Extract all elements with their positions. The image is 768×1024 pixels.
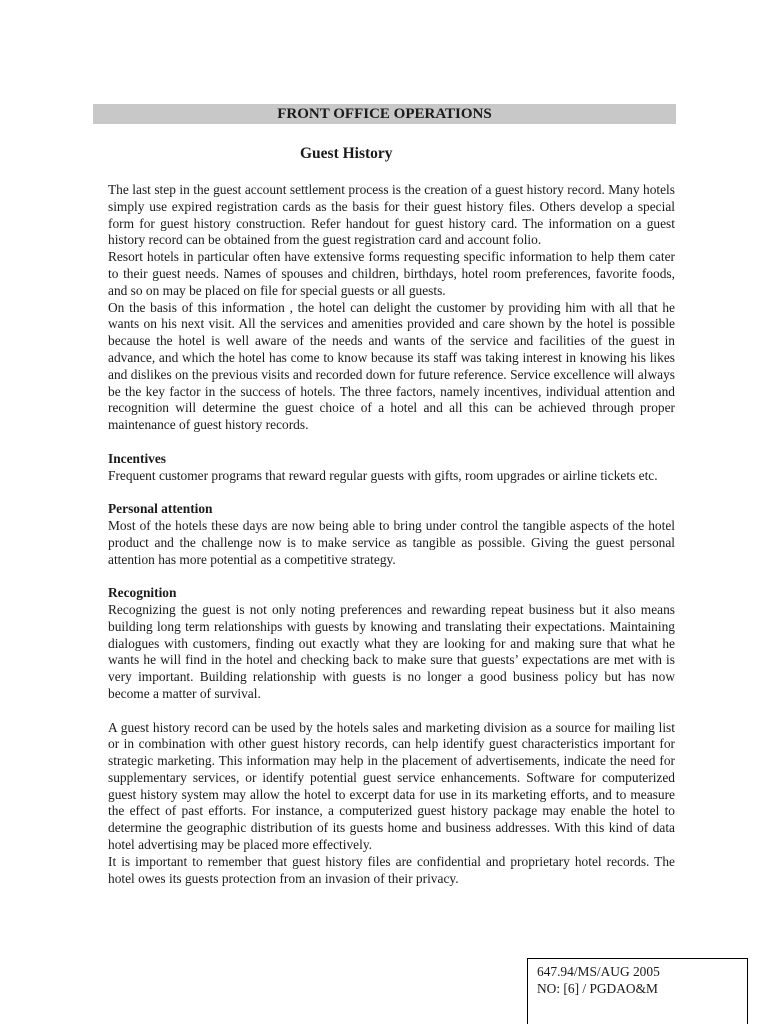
closing-paragraph: It is important to remember that guest history files are confidential and proprietary hotel records. The hotel owes its guests protection from an invasion of their privacy.: [108, 853, 675, 886]
intro-paragraph: On the basis of this information , the hotel can delight the customer by providing him with all that he wants on his next visit. All the services and amenities provided and care shown by the hotel is possible because the hotel is well aware of the needs and wants of the service and facilities of the guest in advance, and which the hotel has come to know because its staff was taking interest in knowing his likes and dislikes on the previous visits and recorded down for future reference. Service excellence will always be the key factor in the success of hotels. The three factors, namely incentives, individual attention and recognition will determine the guest choice of a hotel and all this can be achieved through proper maintenance of guest history records.: [108, 299, 675, 433]
paragraph-spacer: [108, 434, 675, 451]
incentives-heading: Incentives: [108, 450, 167, 466]
reference-box: [527, 958, 748, 1024]
document-body: [108, 182, 675, 887]
document-header-bar: [93, 104, 676, 124]
closing-paragraph: A guest history record can be used by the hotels sales and marketing division as a source for mailing list or in combination with other guest history records, can help identify guest characteristics important for strategic marketing. This information may help in the placement of advertisements, indicate the need for supplementary services, or identify potential guest service enhancements. Software for computerized guest history system may allow the hotel to excerpt data for use in its marketing efforts, and to measure the effect of past efforts. For instance, a computerized guest history package may enable the hotel to determine the geographic distribution of its guests home and business addresses. With this kind of data hotel advertising may be placed more effectively.: [108, 719, 675, 853]
recognition-heading: Recognition: [108, 585, 177, 601]
reference-code: 647.94/MS/AUG 2005: [537, 964, 660, 979]
personal-attention-body: Most of the hotels these days are now being able to bring under control the tangible aspects of the hotel product and the challenge now is to make service as tangible as possible. Giving the guest personal attention has more potential as a competitive strategy.: [108, 517, 675, 567]
section-title: Guest History: [300, 145, 393, 162]
paragraph-spacer: [108, 484, 675, 501]
intro-paragraph: Resort hotels in particular often have extensive forms requesting specific information to help them cater to their guest needs. Names of spouses and children, birthdays, hotel room preferences, favorite foods, and so on may be placed on file for special guests or all guests.: [108, 249, 675, 298]
personal-attention-heading: Personal attention: [108, 501, 213, 517]
document-title: FRONT OFFICE OPERATIONS: [277, 106, 492, 122]
incentives-body: Frequent customer programs that reward regular guests with gifts, room upgrades or airline tickets etc.: [108, 467, 658, 483]
intro-paragraph: The last step in the guest account settlement process is the creation of a guest history record. Many hotels simply use expired registration cards as the basis for their guest history files. Others develop a special form for guest history construction. Refer handout for guest history card. The information on a guest history record can be obtained from the guest registration card and account folio.: [108, 182, 675, 248]
recognition-body: Recognizing the guest is not only noting preferences and rewarding repeat business but it also means building long term relationships with guests by knowing and translating their expectations. Maintaining dialogues with customers, finding out exactly what they are looking for and making sure that what he wants he will find in the hotel and checking back to make sure that guests’ expectations are met with is very important. Building relationship with guests is no longer a good business policy but has now become a matter of survival.: [108, 601, 675, 701]
paragraph-spacer: [108, 703, 675, 720]
paragraph-spacer: [108, 568, 675, 585]
reference-number: NO: [6] / PGDAO&M: [537, 981, 658, 996]
